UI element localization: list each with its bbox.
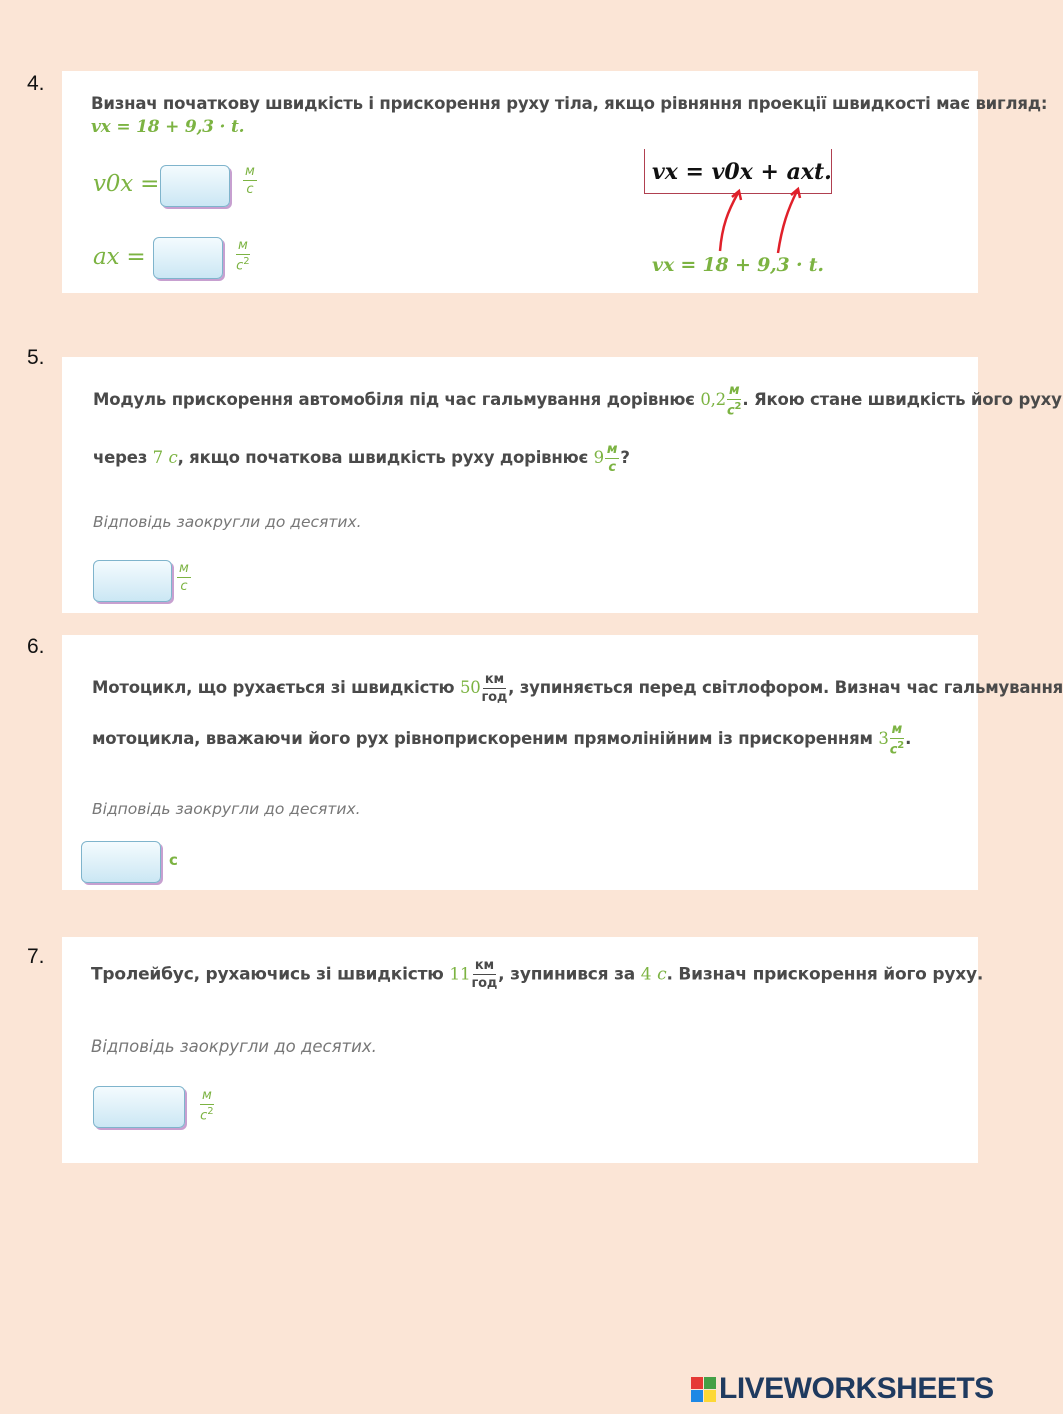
q4-v0x-label: v0x = xyxy=(93,171,160,197)
q4-ax-unit: $\frac{м}{с^2}$ xyxy=(236,238,250,274)
q5-line-2-full: через 7 с, якщо початкова швидкість руху дорівнює 9 $\frac{м}{с}$ ? xyxy=(93,442,630,475)
q6-line-1: Мотоцикл, що рухається зі швидкістю 50 $\frac{км}{\text{год}}$ , зупиняється перед світлофором. Визнач час гальмування xyxy=(92,672,1063,705)
logo-tile-v xyxy=(691,1390,703,1402)
q5-line-1: Модуль прискорення автомобіля під час гальмування дорівнює 0,2 $\frac{м}{с^2}$ . Якою стане швидкість його руху xyxy=(93,383,1062,419)
question-number-4: 4. xyxy=(27,72,45,95)
logo-tile-e xyxy=(704,1390,716,1402)
q6-answer-unit: с xyxy=(169,851,178,869)
q7-answer-unit: $\frac{м}{с^2}$ xyxy=(200,1088,214,1124)
q6-hint: Відповідь заокругли до десятих. xyxy=(92,800,361,818)
question-card-4 xyxy=(62,71,1048,293)
q5-answer-unit: $\frac{м}{с}$ xyxy=(179,561,189,594)
q4-formula-equation: vx = 18 + 9,3 · t. xyxy=(652,254,824,276)
arrow-to-ax xyxy=(778,191,797,253)
q7-hint: Відповідь заокругли до десятих. xyxy=(91,1037,377,1056)
question-number-7: 7. xyxy=(27,945,45,968)
q6-answer-input[interactable] xyxy=(81,841,161,883)
arrow-to-v0x xyxy=(720,193,738,251)
q4-v0x-unit: $\frac{м}{с}$ xyxy=(245,164,255,197)
q4-equation: vx = 18 + 9,3 · t. xyxy=(91,117,245,137)
liveworksheets-logo-text: LIVEWORKSHEETS xyxy=(719,1372,994,1405)
q4-formula-arrows xyxy=(702,181,822,261)
q7-line-1: Тролейбус, рухаючись зі швидкістю 11 $\frac{км}{\text{год}}$ , зупинився за 4 с. Визнач прискорення його руху. xyxy=(91,958,984,991)
q4-formula-general: vx = v0x + axt. xyxy=(652,159,832,185)
q4-v0x-input[interactable] xyxy=(160,165,230,207)
question-card-7 xyxy=(62,937,984,1163)
liveworksheets-logo xyxy=(691,1372,994,1406)
q4-ax-input[interactable] xyxy=(153,237,223,279)
q5-hint: Відповідь заокругли до десятих. xyxy=(93,513,362,531)
q5-answer-input[interactable] xyxy=(93,560,172,602)
q4-ax-label: ax = xyxy=(93,244,146,270)
question-number-6: 6. xyxy=(27,635,45,658)
q6-line-2: мотоцикла, вважаючи його рух рівноприскореним прямолінійним із прискоренням 3 $\frac{м}{с^2}$ . xyxy=(92,722,912,758)
question-number-5: 5. xyxy=(27,346,45,369)
q4-prompt: Визнач початкову швидкість і прискорення руху тіла, якщо рівняння проекції швидкості має вигляд: xyxy=(91,94,1048,113)
logo-tile-l xyxy=(691,1377,703,1389)
logo-tile-i xyxy=(704,1377,716,1389)
q7-answer-input[interactable] xyxy=(93,1086,185,1128)
liveworksheets-logo-icon xyxy=(691,1377,716,1402)
question-card-6 xyxy=(62,635,1063,890)
question-card-5 xyxy=(62,357,1062,613)
